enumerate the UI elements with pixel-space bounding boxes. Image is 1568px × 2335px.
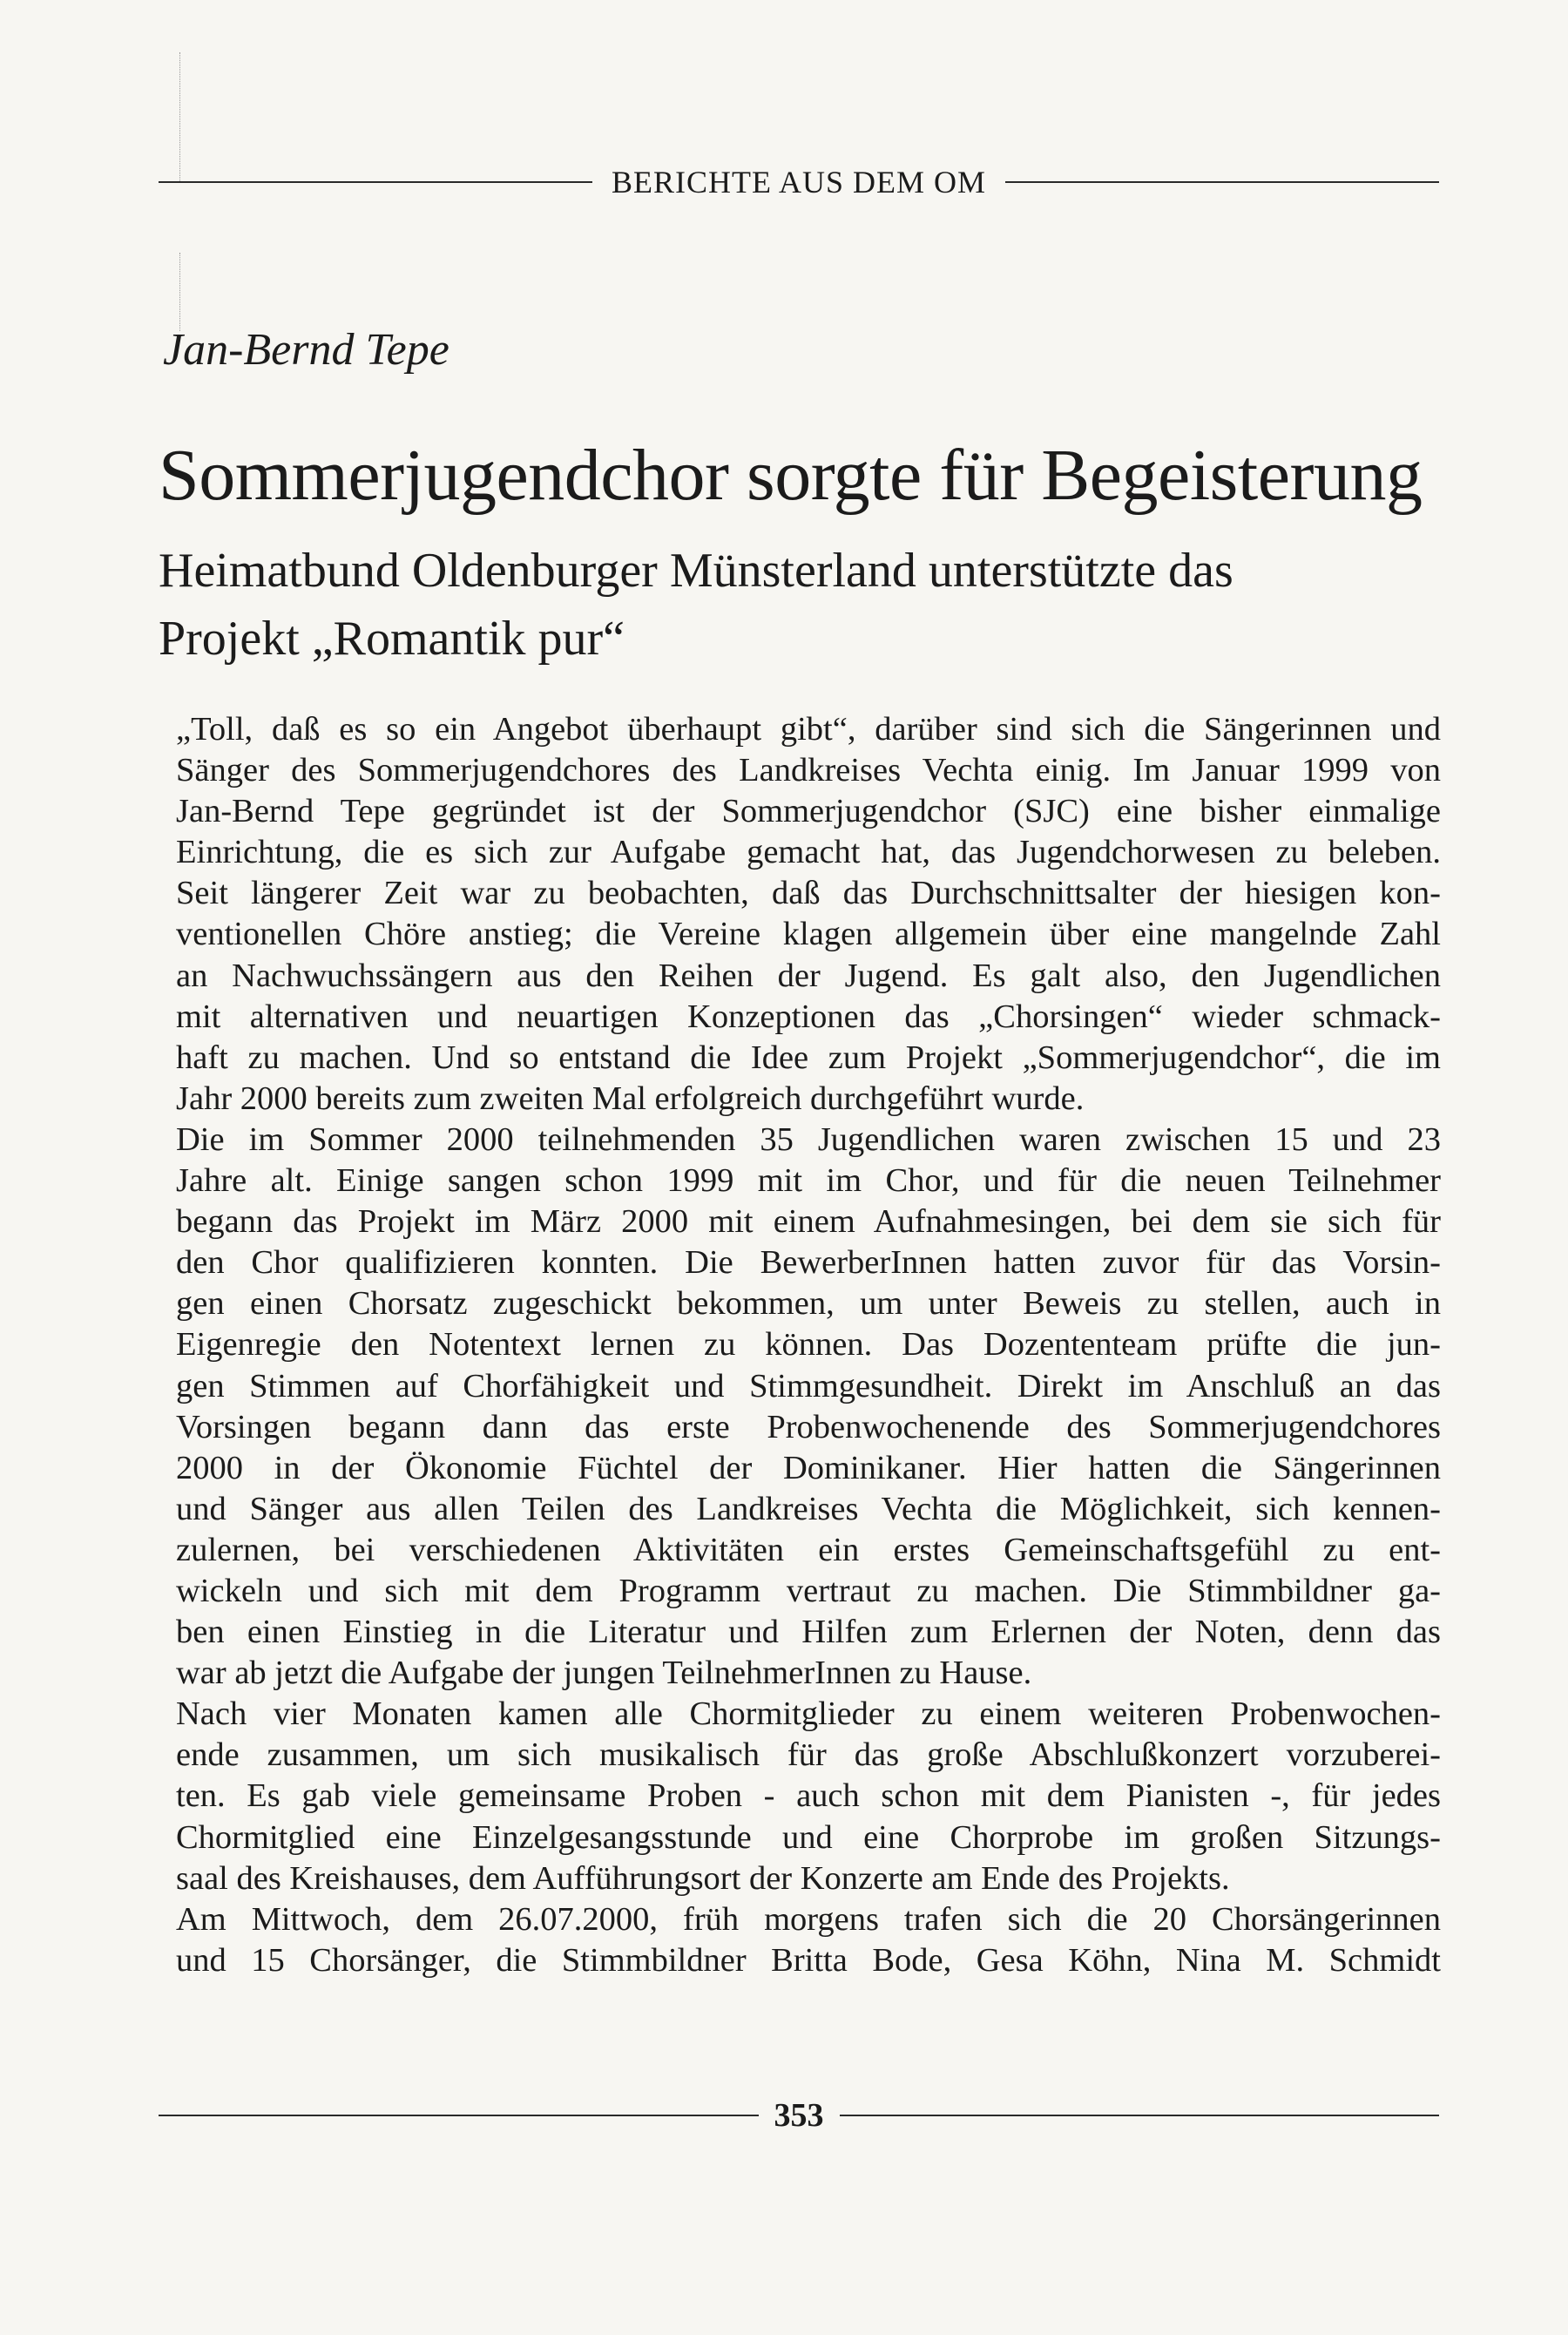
scan-margin-mark xyxy=(179,253,180,331)
body-line: ten. Es gab viele gemeinsame Proben - auch schon mit dem Pianisten -, für jedes xyxy=(176,1777,1441,1815)
header-rule-right xyxy=(1005,181,1439,183)
article-title: Sommerjugendchor sorgte für Begeisterung xyxy=(159,435,1423,516)
body-line: und Sänger aus allen Teilen des Landkreises Vechta die Möglichkeit, sich kennen- xyxy=(176,1490,1441,1527)
body-line: war ab jetzt die Aufgabe der jungen TeilnehmerInnen zu Hause. xyxy=(176,1655,1032,1692)
body-line: gen einen Chorsatz zugeschickt bekommen, um unter Beweis zu stellen, auch in xyxy=(176,1285,1441,1323)
subtitle-line: Heimatbund Oldenburger Münsterland unterstützte das xyxy=(159,544,1233,598)
body-line: Vorsingen begann dann das erste Probenwochenende des Sommerjugendchores xyxy=(176,1408,1441,1445)
article-subtitle xyxy=(159,537,1465,673)
body-line: Sänger des Sommerjugendchores des Landkreises Vechta einig. Im Januar 1999 von xyxy=(176,752,1441,789)
body-line: den Chor qualifizieren konnten. Die BewerberInnen hatten zuvor für das Vorsin- xyxy=(176,1244,1441,1282)
body-line: ventionellen Chöre anstieg; die Vereine klagen allgemein über eine mangelnde Zahl xyxy=(176,916,1441,953)
header-rule-left xyxy=(159,181,592,183)
body-line: ben einen Einstieg in die Literatur und Hilfen zum Erlernen der Noten, denn das xyxy=(176,1614,1441,1651)
body-line: saal des Kreishauses, dem Aufführungsort der Konzerte am Ende des Projekts. xyxy=(176,1859,1230,1897)
body-line: haft zu machen. Und so entstand die Idee zum Projekt „Sommerjugendchor“, die im xyxy=(176,1039,1441,1076)
body-line: Am Mittwoch, dem 26.07.2000, früh morgens trafen sich die 20 Chorsängerinnen xyxy=(176,1900,1441,1938)
article-body xyxy=(176,709,1441,1981)
page-footer xyxy=(159,2096,1439,2135)
body-line: Chormitglied eine Einzelgesangsstunde und eine Chorprobe im großen Sitzungs- xyxy=(176,1818,1441,1856)
running-header xyxy=(159,164,1439,200)
body-line: Jahre alt. Einige sangen schon 1999 mit im Chor, und für die neuen Teilnehmer xyxy=(176,1162,1441,1200)
body-line: begann das Projekt im März 2000 mit einem Aufnahmesingen, bei dem sie sich für xyxy=(176,1203,1441,1241)
body-line: Seit längerer Zeit war zu beobachten, daß das Durchschnittsalter der hiesigen kon- xyxy=(176,875,1441,912)
author-name: Jan-Bernd Tepe xyxy=(163,325,449,375)
body-line: Die im Sommer 2000 teilnehmenden 35 Jugendlichen waren zwischen 15 und 23 xyxy=(176,1120,1441,1158)
body-line: 2000 in der Ökonomie Füchtel der Dominikaner. Hier hatten die Sängerinnen xyxy=(176,1449,1441,1486)
footer-rule-right xyxy=(840,2115,1440,2116)
body-line: gen Stimmen auf Chorfähigkeit und Stimmgesundheit. Direkt im Anschluß an das xyxy=(176,1367,1441,1404)
body-line: Jahr 2000 bereits zum zweiten Mal erfolgreich durchgeführt wurde. xyxy=(176,1080,1085,1117)
body-line: Einrichtung, die es sich zur Aufgabe gemacht hat, das Jugendchorwesen zu beleben. xyxy=(176,834,1441,871)
footer-rule-left xyxy=(159,2115,759,2116)
body-line: an Nachwuchssängern aus den Reihen der Jugend. Es galt also, den Jugendlichen xyxy=(176,957,1441,994)
body-line: Nach vier Monaten kamen alle Chormitglieder zu einem weiteren Probenwochen- xyxy=(176,1695,1441,1733)
body-line: wickeln und sich mit dem Programm vertraut zu machen. Die Stimmbildner ga- xyxy=(176,1572,1441,1609)
subtitle-line: Projekt „Romantik pur“ xyxy=(159,612,625,666)
body-line: Eigenregie den Notentext lernen zu können. Das Dozententeam prüfte die jun- xyxy=(176,1326,1441,1364)
body-line: ende zusammen, um sich musikalisch für das große Abschlußkonzert vorzuberei- xyxy=(176,1736,1441,1774)
body-line: zulernen, bei verschiedenen Aktivitäten ein erstes Gemeinschaftsgefühl zu ent- xyxy=(176,1531,1441,1568)
body-line: Jan-Bernd Tepe gegründet ist der Sommerjugendchor (SJC) eine bisher einmalige xyxy=(176,793,1441,830)
page-number: 353 xyxy=(774,2097,824,2134)
body-line: mit alternativen und neuartigen Konzeptionen das „Chorsingen“ wieder schmack- xyxy=(176,998,1441,1035)
running-title: BERICHTE AUS DEM OM xyxy=(611,165,987,200)
body-line: „Toll, daß es so ein Angebot überhaupt gibt“, darüber sind sich die Sängerinnen und xyxy=(176,711,1441,748)
body-line: und 15 Chorsänger, die Stimmbildner Britta Bode, Gesa Köhn, Nina M. Schmidt xyxy=(176,1941,1441,1979)
